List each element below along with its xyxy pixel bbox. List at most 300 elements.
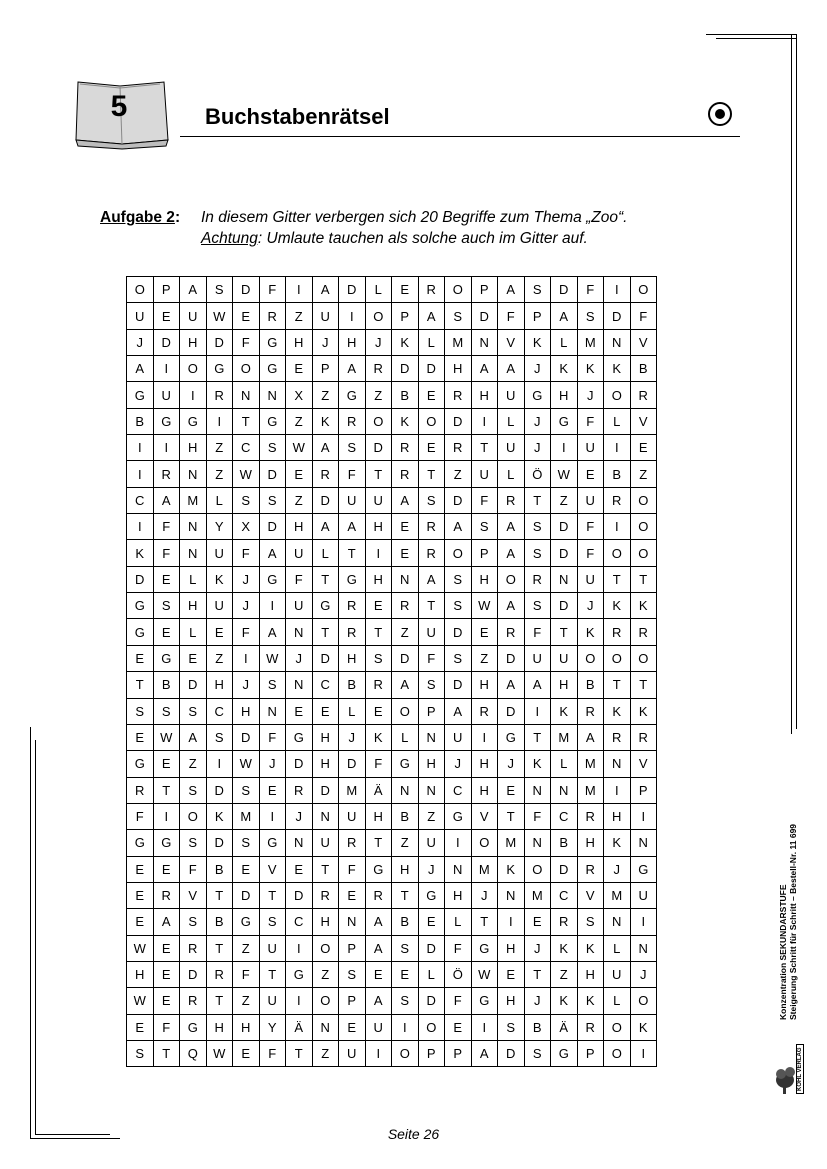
grid-cell: R — [180, 935, 207, 961]
grid-cell: I — [524, 698, 551, 724]
grid-cell: G — [153, 645, 180, 671]
grid-cell: D — [286, 882, 313, 908]
grid-cell: M — [471, 856, 498, 882]
grid-cell: E — [498, 777, 525, 803]
grid-cell: J — [524, 935, 551, 961]
grid-cell: F — [286, 566, 313, 592]
grid-cell: T — [286, 1040, 313, 1066]
grid-cell: H — [471, 777, 498, 803]
grid-cell: B — [524, 1014, 551, 1040]
grid-cell: R — [524, 566, 551, 592]
grid-cell: U — [312, 830, 339, 856]
grid-cell: T — [206, 988, 233, 1014]
grid-cell: J — [286, 645, 313, 671]
grid-cell: L — [418, 961, 445, 987]
grid-cell: T — [630, 566, 657, 592]
grid-cell: S — [445, 303, 472, 329]
task-label-colon: : — [174, 209, 181, 226]
grid-cell: L — [445, 909, 472, 935]
grid-cell: N — [233, 382, 260, 408]
grid-cell: H — [471, 566, 498, 592]
grid-cell: I — [604, 514, 631, 540]
grid-cell: B — [153, 672, 180, 698]
grid-cell: O — [577, 645, 604, 671]
grid-cell: H — [180, 593, 207, 619]
grid-cell: U — [418, 619, 445, 645]
grid-cell: E — [339, 1014, 366, 1040]
grid-cell: U — [577, 487, 604, 513]
grid-cell: Ö — [524, 461, 551, 487]
grid-cell: R — [498, 487, 525, 513]
grid-cell: F — [418, 645, 445, 671]
grid-cell: A — [498, 277, 525, 303]
grid-cell: D — [180, 672, 207, 698]
grid-cell: D — [365, 435, 392, 461]
grid-cell: G — [365, 856, 392, 882]
grid-cell: Z — [312, 382, 339, 408]
grid-row — [127, 540, 657, 566]
grid-cell: J — [312, 329, 339, 355]
grid-cell: U — [286, 540, 313, 566]
grid-cell: J — [233, 593, 260, 619]
grid-cell: F — [524, 803, 551, 829]
grid-cell: T — [312, 856, 339, 882]
grid-row — [127, 935, 657, 961]
grid-cell: W — [206, 1040, 233, 1066]
grid-cell: O — [471, 830, 498, 856]
grid-cell: Z — [286, 408, 313, 434]
grid-cell: I — [259, 593, 286, 619]
grid-cell: S — [127, 1040, 154, 1066]
grid-cell: B — [392, 803, 419, 829]
grid-cell: H — [206, 672, 233, 698]
grid-cell: N — [445, 856, 472, 882]
grid-cell: D — [286, 751, 313, 777]
grid-cell: R — [604, 619, 631, 645]
grid-cell: Z — [180, 751, 207, 777]
grid-cell: O — [630, 514, 657, 540]
grid-cell: I — [233, 645, 260, 671]
grid-cell: D — [259, 461, 286, 487]
grid-cell: S — [445, 593, 472, 619]
grid-cell: G — [259, 566, 286, 592]
grid-cell: S — [445, 566, 472, 592]
grid-cell: G — [259, 830, 286, 856]
grid-cell: O — [604, 382, 631, 408]
grid-cell: U — [498, 435, 525, 461]
grid-cell: S — [233, 830, 260, 856]
grid-cell: A — [365, 935, 392, 961]
grid-cell: U — [127, 303, 154, 329]
grid-cell: G — [418, 882, 445, 908]
grid-cell: N — [259, 382, 286, 408]
grid-cell: D — [153, 329, 180, 355]
grid-cell: Y — [206, 514, 233, 540]
grid-row — [127, 698, 657, 724]
grid-cell: O — [445, 277, 472, 303]
grid-cell: U — [551, 645, 578, 671]
grid-cell: A — [365, 988, 392, 1014]
grid-cell: U — [471, 461, 498, 487]
grid-cell: K — [604, 698, 631, 724]
grid-row — [127, 672, 657, 698]
grid-cell: P — [153, 277, 180, 303]
grid-cell: D — [445, 672, 472, 698]
grid-cell: B — [604, 461, 631, 487]
grid-cell: E — [153, 619, 180, 645]
target-icon — [707, 101, 733, 127]
grid-cell: E — [392, 514, 419, 540]
word-search-grid — [126, 276, 657, 1067]
grid-cell: G — [471, 935, 498, 961]
grid-cell: N — [286, 619, 313, 645]
grid-cell: F — [233, 540, 260, 566]
grid-cell: I — [445, 830, 472, 856]
grid-cell: D — [418, 935, 445, 961]
grid-cell: A — [418, 566, 445, 592]
grid-cell: T — [339, 540, 366, 566]
grid-cell: E — [577, 461, 604, 487]
grid-cell: P — [418, 1040, 445, 1066]
grid-cell: W — [471, 961, 498, 987]
grid-cell: G — [127, 619, 154, 645]
grid-cell: R — [445, 382, 472, 408]
grid-row — [127, 566, 657, 592]
grid-cell: B — [392, 382, 419, 408]
grid-cell: O — [524, 856, 551, 882]
grid-cell: M — [445, 329, 472, 355]
grid-cell: U — [259, 935, 286, 961]
grid-cell: R — [365, 882, 392, 908]
grid-cell: F — [259, 724, 286, 750]
grid-cell: R — [604, 487, 631, 513]
grid-cell: U — [339, 803, 366, 829]
grid-cell: Z — [445, 461, 472, 487]
grid-cell: D — [418, 356, 445, 382]
grid-cell: H — [445, 356, 472, 382]
grid-cell: E — [418, 909, 445, 935]
page-number: Seite 26 — [387, 1126, 440, 1142]
grid-cell: A — [445, 698, 472, 724]
grid-cell: H — [604, 803, 631, 829]
grid-cell: L — [180, 566, 207, 592]
grid-cell: Z — [551, 961, 578, 987]
grid-cell: Z — [286, 303, 313, 329]
grid-cell: T — [233, 408, 260, 434]
task-instructions — [100, 207, 627, 249]
grid-cell: G — [392, 751, 419, 777]
grid-cell: S — [445, 645, 472, 671]
grid-cell: H — [498, 935, 525, 961]
grid-cell: O — [604, 645, 631, 671]
grid-cell: S — [392, 988, 419, 1014]
grid-cell: U — [524, 645, 551, 671]
grid-cell: I — [471, 1014, 498, 1040]
grid-cell: T — [153, 777, 180, 803]
grid-cell: T — [498, 803, 525, 829]
grid-cell: D — [206, 329, 233, 355]
grid-cell: J — [286, 803, 313, 829]
grid-cell: U — [259, 988, 286, 1014]
grid-cell: D — [392, 645, 419, 671]
grid-cell: H — [471, 751, 498, 777]
frame-line-right-v2 — [796, 34, 797, 729]
grid-cell: E — [233, 303, 260, 329]
grid-cell: O — [498, 566, 525, 592]
grid-cell: J — [445, 751, 472, 777]
grid-cell: H — [233, 1014, 260, 1040]
grid-cell: A — [445, 514, 472, 540]
grid-cell: R — [418, 277, 445, 303]
grid-cell: E — [312, 698, 339, 724]
grid-cell: K — [604, 356, 631, 382]
grid-cell: A — [471, 1040, 498, 1066]
grid-cell: P — [339, 988, 366, 1014]
grid-cell: I — [180, 382, 207, 408]
grid-cell: M — [339, 777, 366, 803]
grid-cell: E — [339, 882, 366, 908]
grid-cell: Ä — [365, 777, 392, 803]
grid-cell: N — [392, 777, 419, 803]
grid-cell: U — [577, 435, 604, 461]
grid-cell: D — [498, 645, 525, 671]
grid-cell: G — [498, 724, 525, 750]
grid-cell: W — [233, 461, 260, 487]
grid-cell: L — [604, 408, 631, 434]
grid-cell: I — [392, 1014, 419, 1040]
grid-cell: T — [418, 593, 445, 619]
grid-cell: K — [577, 988, 604, 1014]
grid-cell: E — [286, 461, 313, 487]
grid-cell: S — [259, 487, 286, 513]
grid-cell: T — [524, 724, 551, 750]
grid-row — [127, 277, 657, 303]
grid-cell: S — [127, 698, 154, 724]
grid-cell: H — [127, 961, 154, 987]
grid-cell: W — [259, 645, 286, 671]
grid-cell: I — [630, 909, 657, 935]
grid-cell: E — [286, 356, 313, 382]
grid-cell: S — [524, 277, 551, 303]
grid-cell: F — [577, 540, 604, 566]
grid-cell: E — [392, 961, 419, 987]
grid-cell: Z — [206, 435, 233, 461]
task-line-1: In diesem Gitter verbergen sich 20 Begriffe zum Thema „Zoo“. — [201, 209, 628, 226]
grid-cell: L — [498, 461, 525, 487]
grid-cell: K — [577, 356, 604, 382]
grid-cell: S — [206, 277, 233, 303]
grid-cell: O — [180, 356, 207, 382]
grid-cell: R — [180, 988, 207, 1014]
grid-cell: E — [127, 645, 154, 671]
grid-cell: H — [312, 724, 339, 750]
grid-cell: H — [286, 514, 313, 540]
grid-cell: L — [365, 277, 392, 303]
grid-cell: V — [498, 329, 525, 355]
grid-cell: G — [551, 1040, 578, 1066]
grid-cell: R — [445, 435, 472, 461]
frame-line-top-right-h2 — [716, 38, 796, 39]
grid-cell: Ä — [286, 1014, 313, 1040]
grid-cell: I — [604, 777, 631, 803]
grid-cell: O — [630, 540, 657, 566]
grid-cell: S — [206, 724, 233, 750]
grid-cell: E — [180, 645, 207, 671]
grid-row — [127, 329, 657, 355]
grid-cell: P — [630, 777, 657, 803]
grid-cell: H — [233, 698, 260, 724]
grid-cell: P — [418, 698, 445, 724]
grid-row — [127, 909, 657, 935]
grid-cell: G — [339, 382, 366, 408]
grid-cell: G — [180, 408, 207, 434]
grid-cell: Z — [365, 382, 392, 408]
grid-cell: R — [630, 382, 657, 408]
grid-cell: I — [286, 277, 313, 303]
grid-row — [127, 856, 657, 882]
grid-cell: E — [233, 1040, 260, 1066]
grid-row — [127, 1014, 657, 1040]
grid-cell: D — [312, 645, 339, 671]
grid-cell: G — [153, 830, 180, 856]
grid-cell: O — [127, 277, 154, 303]
grid-cell: V — [630, 751, 657, 777]
grid-cell: I — [153, 803, 180, 829]
grid-row — [127, 882, 657, 908]
grid-cell: E — [259, 777, 286, 803]
grid-cell: T — [206, 882, 233, 908]
grid-cell: S — [180, 830, 207, 856]
grid-cell: Z — [392, 830, 419, 856]
grid-cell: R — [392, 593, 419, 619]
grid-cell: R — [312, 461, 339, 487]
grid-row — [127, 1040, 657, 1066]
grid-cell: N — [286, 830, 313, 856]
grid-cell: R — [577, 698, 604, 724]
grid-cell: D — [498, 1040, 525, 1066]
grid-cell: L — [392, 724, 419, 750]
grid-cell: A — [471, 356, 498, 382]
grid-cell: S — [471, 514, 498, 540]
grid-cell: R — [286, 777, 313, 803]
grid-cell: O — [630, 645, 657, 671]
grid-cell: X — [286, 382, 313, 408]
grid-cell: A — [312, 435, 339, 461]
frame-line-left-v1 — [30, 727, 31, 1139]
grid-cell: C — [127, 487, 154, 513]
grid-cell: D — [127, 566, 154, 592]
grid-cell: E — [127, 1014, 154, 1040]
grid-cell: T — [259, 961, 286, 987]
grid-cell: U — [577, 566, 604, 592]
grid-cell: E — [392, 540, 419, 566]
grid-cell: G — [153, 408, 180, 434]
grid-cell: U — [365, 1014, 392, 1040]
grid-cell: N — [312, 803, 339, 829]
grid-cell: R — [577, 856, 604, 882]
grid-row — [127, 593, 657, 619]
grid-cell: O — [418, 1014, 445, 1040]
grid-cell: D — [259, 514, 286, 540]
grid-cell: M — [233, 803, 260, 829]
grid-cell: G — [233, 909, 260, 935]
grid-cell: F — [339, 856, 366, 882]
grid-cell: S — [577, 303, 604, 329]
grid-row — [127, 303, 657, 329]
grid-cell: D — [392, 356, 419, 382]
grid-cell: I — [259, 803, 286, 829]
grid-cell: O — [418, 408, 445, 434]
grid-cell: Z — [312, 961, 339, 987]
grid-cell: X — [233, 514, 260, 540]
grid-row — [127, 487, 657, 513]
grid-cell: D — [233, 882, 260, 908]
grid-cell: R — [206, 382, 233, 408]
grid-cell: F — [180, 856, 207, 882]
grid-row — [127, 803, 657, 829]
grid-cell: E — [153, 303, 180, 329]
grid-cell: R — [339, 408, 366, 434]
grid-cell: E — [498, 961, 525, 987]
grid-cell: D — [471, 303, 498, 329]
grid-cell: S — [233, 777, 260, 803]
grid-cell: S — [180, 777, 207, 803]
grid-cell: I — [153, 356, 180, 382]
grid-cell: E — [471, 619, 498, 645]
grid-cell: T — [365, 461, 392, 487]
grid-cell: K — [551, 988, 578, 1014]
grid-cell: E — [127, 909, 154, 935]
grid-cell: A — [259, 619, 286, 645]
grid-cell: Z — [392, 619, 419, 645]
grid-cell: F — [498, 303, 525, 329]
grid-cell: P — [339, 935, 366, 961]
grid-cell: A — [153, 487, 180, 513]
grid-cell: I — [127, 435, 154, 461]
grid-cell: K — [206, 566, 233, 592]
grid-row — [127, 724, 657, 750]
grid-cell: Z — [418, 803, 445, 829]
grid-cell: F — [577, 514, 604, 540]
grid-cell: G — [259, 356, 286, 382]
grid-cell: J — [365, 329, 392, 355]
grid-cell: F — [445, 935, 472, 961]
grid-cell: O — [180, 803, 207, 829]
grid-cell: T — [153, 1040, 180, 1066]
frame-line-right-v1 — [791, 34, 792, 734]
grid-cell: D — [418, 988, 445, 1014]
grid-cell: U — [339, 1040, 366, 1066]
grid-cell: E — [286, 698, 313, 724]
grid-cell: E — [418, 435, 445, 461]
grid-cell: E — [524, 909, 551, 935]
grid-cell: L — [498, 408, 525, 434]
grid-cell: A — [180, 724, 207, 750]
side-imprint-line-2: Steigerung Schritt für Schritt – Bestell-Nr. 11 699 — [788, 823, 798, 1020]
grid-cell: F — [339, 461, 366, 487]
grid-cell: N — [286, 672, 313, 698]
grid-cell: Y — [259, 1014, 286, 1040]
grid-cell: A — [127, 356, 154, 382]
grid-cell: D — [206, 830, 233, 856]
grid-cell: I — [604, 277, 631, 303]
grid-cell: E — [418, 382, 445, 408]
grid-cell: I — [630, 1040, 657, 1066]
grid-cell: E — [153, 751, 180, 777]
grid-cell: A — [312, 514, 339, 540]
grid-cell: G — [312, 593, 339, 619]
grid-cell: S — [233, 487, 260, 513]
